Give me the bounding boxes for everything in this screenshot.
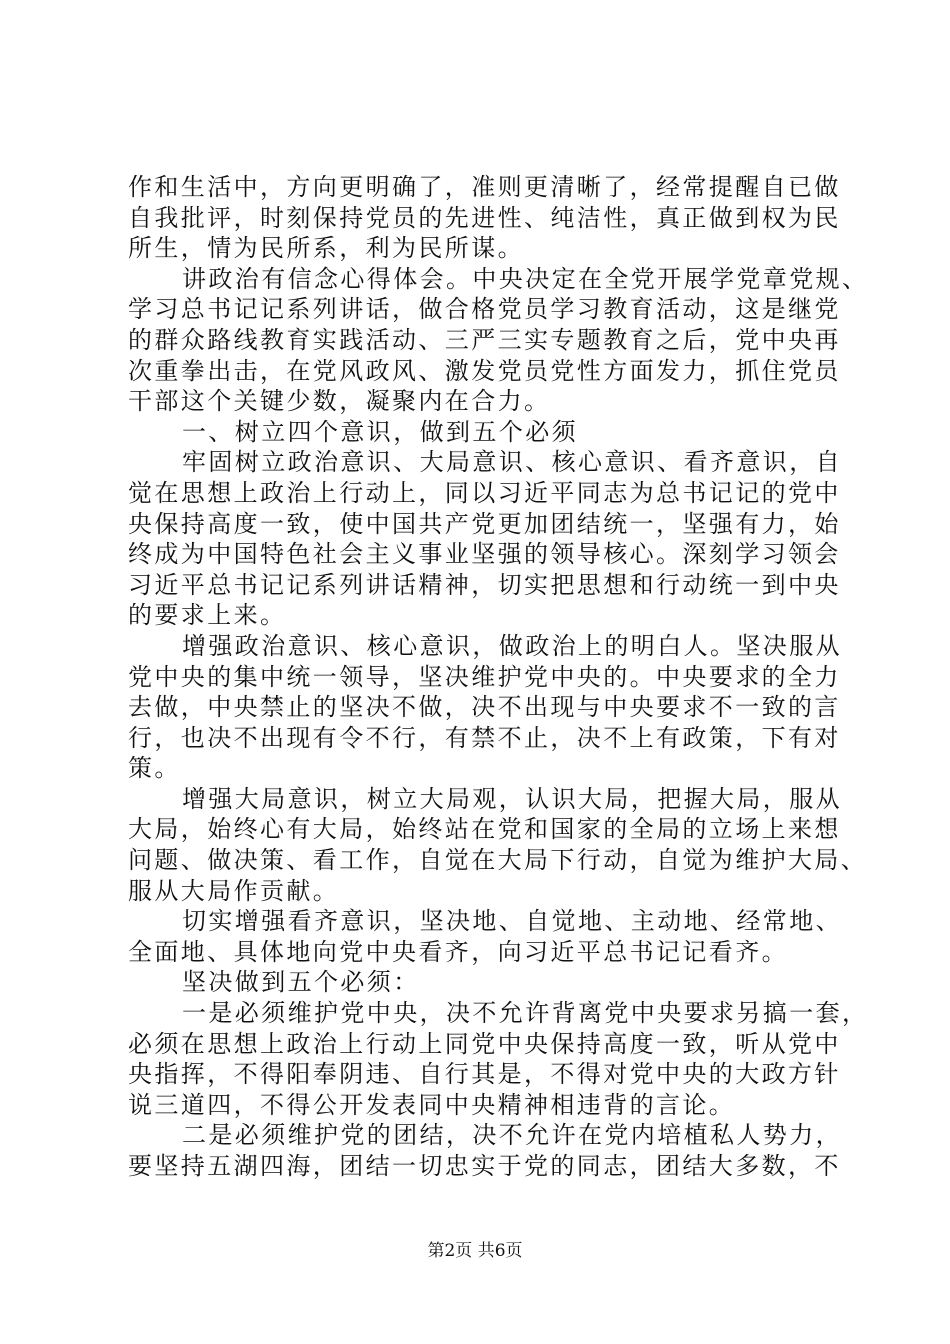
text-line: 服从大局作贡献。 [128,876,340,905]
text-line: 一是必须维护党中央，决不允许背离党中央要求另搞一套， [182,999,869,1028]
page-footer [0,1240,950,1262]
text-line: 大局，始终心有大局，始终站在党和国家的全局的立场上来想 [128,815,841,844]
text-line: 自我批评，时刻保持党员的先进性、纯洁性，真正做到权为民 [128,203,841,232]
text-line: 的群众路线教育实践活动、三严三实专题教育之后，党中央再 [128,325,841,354]
text-line: 一、树立四个意识，做到五个必须 [182,417,578,446]
text-line: 央保持高度一致，使中国共产党更加团结统一，坚强有力，始 [128,509,841,538]
text-line: 所生，情为民所系，利为民所谋。 [128,234,524,263]
text-line: 全面地、具体地向党中央看齐，向习近平总书记记看齐。 [128,937,788,966]
text-line: 讲政治有信念心得体会。中央决定在全党开展学党章党规、 [182,264,869,293]
text-line: 切实增强看齐意识，坚决地、自觉地、主动地、经常地、 [182,907,842,936]
text-line: 次重拳出击，在党风政风、激发党员党性方面发力，抓住党员 [128,356,841,385]
text-line: 牢固树立政治意识、大局意识、核心意识、看齐意识，自 [182,448,842,477]
text-line: 坚决做到五个必须： [182,968,420,997]
page-number-label: 第2页 共6页 [427,1241,523,1261]
text-line: 的要求上来。 [128,601,287,630]
text-line: 习近平总书记记系列讲话精神，切实把思想和行动统一到中央 [128,570,841,599]
text-line: 增强大局意识，树立大局观，认识大局，把握大局，服从 [182,784,842,813]
text-line: 党中央的集中统一领导，坚决维护党中央的。中央要求的全力 [128,662,841,691]
text-line: 要坚持五湖四海，团结一切忠实于党的同志，团结大多数，不 [128,1152,841,1180]
text-line: 干部这个关键少数，凝聚内在合力。 [128,387,551,416]
text-line: 终成为中国特色社会主义事业坚强的领导核心。深刻学习领会 [128,540,841,569]
text-line: 增强政治意识、核心意识，做政治上的明白人。坚决服从 [182,631,842,660]
text-line: 策。 [128,754,181,783]
text-line: 二是必须维护党的团结，决不允许在党内培植私人势力， [182,1121,842,1150]
text-line: 觉在思想上政治上行动上，同以习近平同志为总书记记的党中 [128,478,841,507]
text-line: 说三道四，不得公开发表同中央精神相违背的言论。 [128,1090,736,1119]
text-line: 问题、做决策、看工作，自觉在大局下行动，自觉为维护大局、 [128,846,868,875]
text-line: 学习总书记记系列讲话，做合格党员学习教育活动，这是继党 [128,295,841,324]
text-line: 必须在思想上政治上行动上同党中央保持高度一致，听从党中 [128,1029,841,1058]
body-text [128,172,869,1182]
text-line: 去做，中央禁止的坚决不做，决不出现与中央要求不一致的言 [128,693,841,722]
text-line: 作和生活中，方向更明确了，准则更清晰了，经常提醒自已做 [128,173,841,201]
text-line: 央指挥，不得阳奉阴违、自行其是，不得对党中央的大政方针 [128,1060,841,1089]
text-line: 行，也决不出现有令不行，有禁不止，决不上有政策，下有对 [128,723,841,752]
